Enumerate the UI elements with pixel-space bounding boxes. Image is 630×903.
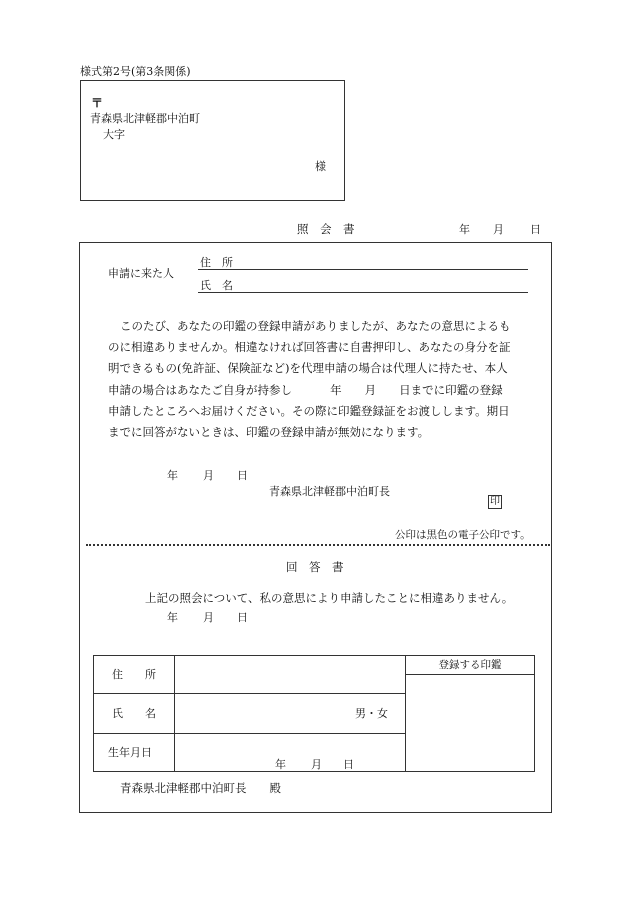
table-birth-label: 生年月日 bbox=[108, 746, 152, 759]
address-label-cell bbox=[94, 656, 175, 694]
table-name-label: 氏 名 bbox=[112, 707, 156, 720]
birth-year: 年 bbox=[275, 758, 286, 771]
applicant-address-line[interactable] bbox=[198, 269, 528, 270]
recipient: 青森県北津軽郡中泊町長 殿 bbox=[120, 781, 281, 795]
birth-month: 月 bbox=[311, 758, 322, 771]
table-address-label: 住 所 bbox=[112, 668, 156, 681]
answer-day: 日 bbox=[237, 611, 248, 624]
body-line: 申請の場合はあなたご自身が持参し 年 月 日までに印鑑の登録 bbox=[108, 382, 503, 397]
postal-mark: 〒 bbox=[91, 96, 104, 110]
inquiry-title: 照 会 書 bbox=[297, 222, 355, 236]
inquiry-year: 年 bbox=[459, 223, 470, 236]
inquiry-month: 月 bbox=[493, 223, 504, 236]
seal-header: 登録する印鑑 bbox=[406, 656, 534, 675]
applicant-name-line[interactable] bbox=[198, 292, 528, 293]
address-line2: 大字 bbox=[103, 128, 125, 141]
body-line: までに回答がないときは、印鑑の登録申請が無効になります。 bbox=[108, 425, 430, 440]
honorific: 様 bbox=[315, 160, 326, 173]
address-field[interactable] bbox=[175, 656, 406, 694]
section-divider bbox=[86, 544, 550, 546]
address-box bbox=[80, 80, 345, 201]
birth-label-cell bbox=[94, 734, 175, 772]
mayor-title: 青森県北津軽郡中泊町長 bbox=[269, 485, 390, 498]
birth-day: 日 bbox=[343, 758, 354, 771]
form-label: 様式第2号(第3条関係) bbox=[80, 65, 191, 78]
issue-year: 年 bbox=[167, 469, 178, 482]
body-line: このたび、あなたの印鑑の登録申請がありましたが、あなたの意思によるも bbox=[120, 319, 511, 333]
name-field[interactable] bbox=[175, 694, 406, 734]
seal-mark: 印 bbox=[490, 496, 500, 507]
stamp-note: 公印は黒色の電子公印です。 bbox=[395, 529, 531, 541]
answer-title: 回 答 書 bbox=[286, 560, 344, 574]
applicant-name-label: 氏 名 bbox=[200, 279, 233, 292]
answer-table bbox=[93, 655, 535, 772]
inquiry-body bbox=[108, 316, 528, 443]
answer-year: 年 bbox=[167, 611, 178, 624]
answer-month: 月 bbox=[203, 611, 214, 624]
issue-day: 日 bbox=[237, 469, 248, 482]
birth-field[interactable] bbox=[175, 734, 406, 772]
issue-month: 月 bbox=[203, 469, 214, 482]
answer-statement: 上記の照会について、私の意思により申請したことに相違ありません。 bbox=[145, 591, 514, 605]
address-line1: 青森県北津軽郡中泊町 bbox=[90, 112, 200, 125]
body-line: 明できるもの(免許証、保険証など)を代理申請の場合は代理人に持たせ、本人 bbox=[108, 361, 508, 376]
body-line: のに相違ありませんか。相違なければ回答書に自書押印し、あなたの身分を証 bbox=[108, 340, 511, 355]
inquiry-day: 日 bbox=[530, 223, 541, 236]
seal-cell[interactable] bbox=[406, 656, 535, 772]
name-label-cell bbox=[94, 694, 175, 734]
gender-options[interactable]: 男・女 bbox=[355, 707, 388, 720]
applicant-label: 申請に来た人 bbox=[108, 267, 174, 280]
body-line: 申請したところへお届けください。その際に印鑑登録証をお渡しします。期日 bbox=[108, 403, 510, 418]
applicant-address-label: 住 所 bbox=[200, 256, 233, 269]
